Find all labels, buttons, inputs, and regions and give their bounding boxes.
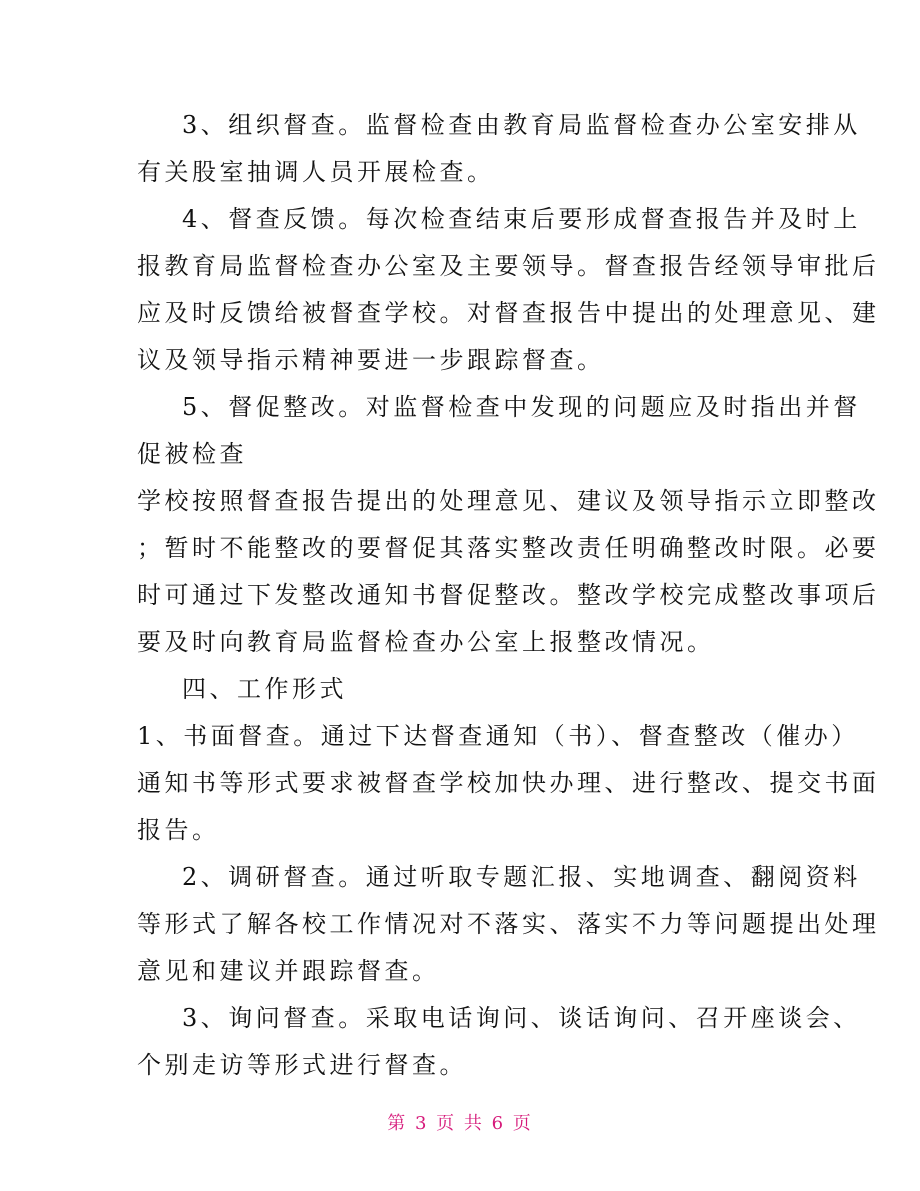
section-heading: 四、工作形式 — [182, 675, 347, 703]
paragraph-line: 1、书面督查。通过下达督查通知（书）、督查整改（催办） — [137, 722, 859, 750]
paragraph-line: 5、督促整改。对监督检查中发现的问题应及时指出并督 — [182, 393, 861, 421]
paragraph-line: 意见和建议并跟踪督查。 — [137, 957, 440, 985]
paragraph-line: 个别走访等形式进行督查。 — [137, 1051, 467, 1079]
paragraph-line: 报教育局监督检查办公室及主要领导。督查报告经领导审批后 — [137, 252, 880, 280]
paragraph-line: 要及时向教育局监督检查办公室上报整改情况。 — [137, 628, 715, 656]
paragraph-line: 应及时反馈给被督查学校。对督查报告中提出的处理意见、建 — [137, 299, 880, 327]
paragraph-line: 有关股室抽调人员开展检查。 — [137, 158, 495, 186]
paragraph-line: 3、询问督查。采取电话询问、谈话询问、召开座谈会、 — [182, 1004, 861, 1032]
paragraph-line: 议及领导指示精神要进一步跟踪督查。 — [137, 346, 605, 374]
page-number-footer: 第 3 页 共 6 页 — [387, 1113, 533, 1134]
paragraph-line: 报告。 — [137, 816, 220, 844]
paragraph-line: 等形式了解各校工作情况对不落实、落实不力等问题提出处理 — [137, 910, 880, 938]
paragraph-line: 4、督查反馈。每次检查结束后要形成督查报告并及时上 — [182, 205, 861, 233]
paragraph-line: ；暂时不能整改的要督促其落实整改责任明确整改时限。必要 — [137, 534, 880, 562]
paragraph-line: 时可通过下发整改通知书督促整改。整改学校完成整改事项后 — [137, 581, 880, 609]
paragraph-line: 促被检查 — [137, 440, 247, 468]
paragraph-line: 2、调研督查。通过听取专题汇报、实地调查、翻阅资料 — [182, 863, 861, 891]
paragraph-line: 学校按照督查报告提出的处理意见、建议及领导指示立即整改 — [137, 487, 880, 515]
paragraph-line: 通知书等形式要求被督查学校加快办理、进行整改、提交书面 — [137, 769, 880, 797]
paragraph-line: 3、组织督查。监督检查由教育局监督检查办公室安排从 — [182, 111, 861, 139]
